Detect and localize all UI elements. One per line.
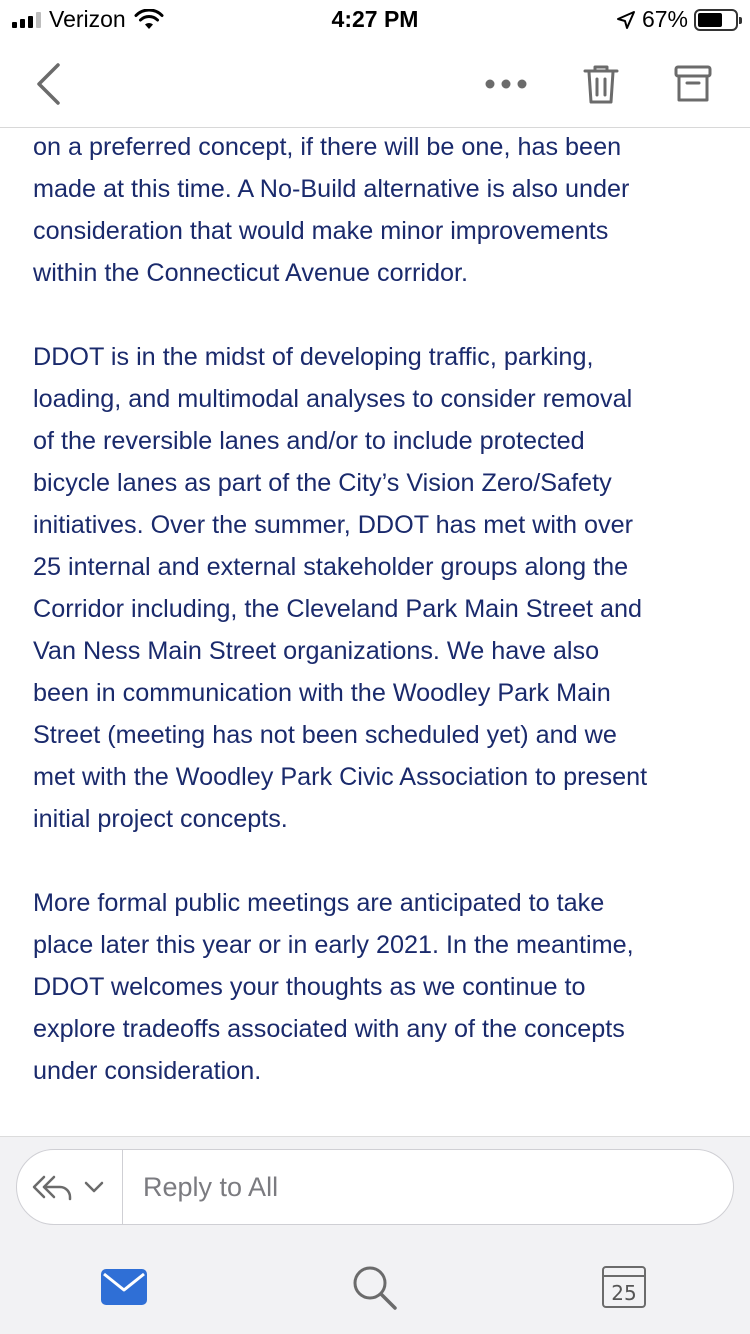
message-paragraph: DDOT is in the midst of developing traffic, parking, loading, and multimodal analyses to consider removal of the reversible lanes and/or to include protected bicycle lanes as part of the City’s Vision Zero/Safety initiatives. Over the summer, DDOT has met with over 25 internal and external stakeholder groups along the Corridor including, the Cleveland Park Main Street and Van Ness Main Street organizations. We have also been in communication with the Woodley Park Main Street (meeting has not been scheduled yet) and we met with the Woodley Park Civic Association to present initial project concepts. — [33, 343, 648, 833]
status-right — [616, 6, 738, 33]
location-arrow-icon — [616, 10, 636, 30]
battery-icon — [694, 9, 738, 31]
mail-icon — [100, 1268, 148, 1306]
battery-percent: 67% — [641, 6, 688, 32]
tab-calendar[interactable] — [594, 1257, 654, 1317]
message-paragraph: More formal public meetings are anticipated to take place later this year or in early 2021. In the meantime, DDOT welcomes your thoughts as we continue to explore tradeoffs associated with any of the concepts under consideration. — [33, 889, 634, 1085]
reply-bar — [16, 1149, 734, 1225]
reply-area — [0, 1136, 750, 1334]
carrier-name: Verizon — [49, 6, 126, 32]
tab-search[interactable] — [344, 1257, 404, 1317]
more-horizontal-icon — [484, 78, 528, 90]
reply-all-icon — [30, 1169, 110, 1205]
delete-button[interactable] — [578, 60, 624, 108]
trash-icon — [582, 63, 620, 105]
more-button[interactable] — [480, 64, 532, 104]
chevron-left-icon — [34, 62, 62, 106]
calendar-day: 25 — [611, 1281, 637, 1305]
archive-icon — [673, 64, 713, 104]
search-icon — [350, 1263, 398, 1311]
tab-mail[interactable] — [94, 1257, 154, 1317]
tab-bar — [0, 1257, 750, 1334]
calendar-icon — [602, 1266, 646, 1308]
message-toolbar — [0, 40, 750, 128]
message-paragraph: on a preferred concept, if there will be one, has been made at this time. A No-Build alternative is also under consideration that would make minor improvements within the Connecticut Avenue corridor. — [33, 133, 630, 287]
battery-fill — [698, 13, 722, 27]
back-button[interactable] — [26, 60, 70, 108]
status-bar — [0, 0, 750, 40]
status-time: 4:27 PM — [331, 6, 419, 32]
reply-options-button[interactable] — [17, 1150, 123, 1224]
archive-button[interactable] — [670, 60, 716, 108]
message-body — [33, 126, 733, 1092]
reply-input[interactable]: Reply to All — [143, 1171, 279, 1202]
